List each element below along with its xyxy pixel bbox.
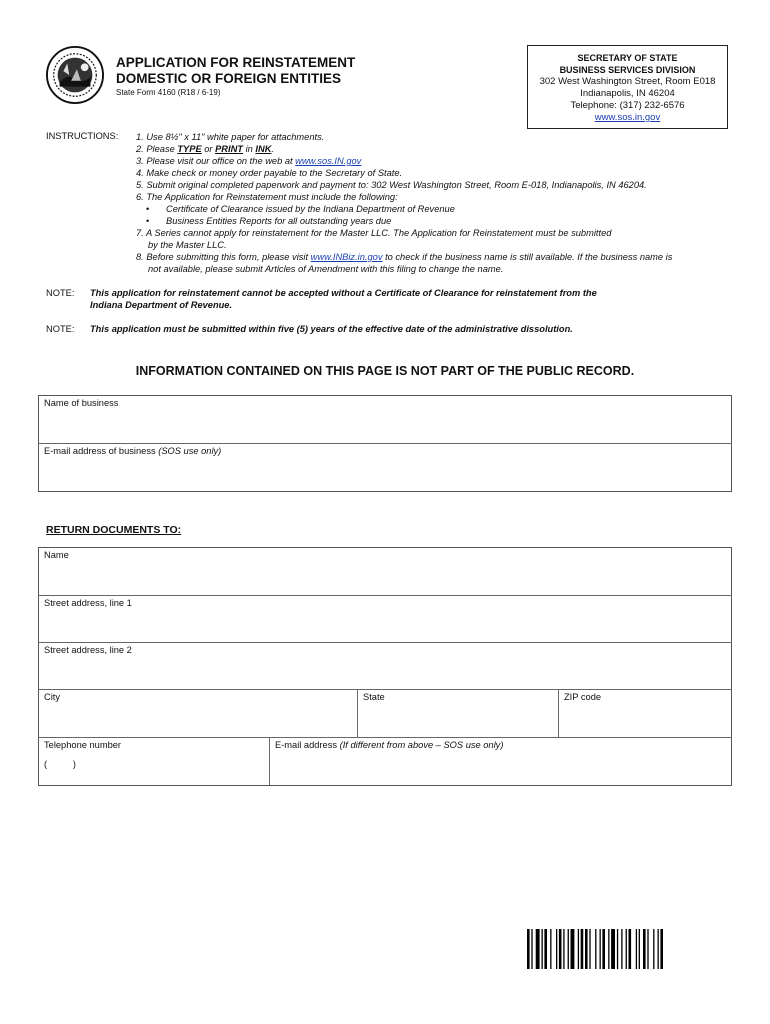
business-name-label: Name of business [44,398,119,408]
sos-line5: Telephone: (317) 232-6576 [570,100,685,111]
sos-website-link[interactable]: www.sos.in.gov [594,112,661,123]
instruction-bullet-1: • Certificate of Clearance issued by the Indiana Department of Revenue [146,204,455,214]
instruction-item-8: 8. Before submitting this form, please visit www.INBiz.in.gov to check if the business name is still available. If the business name is [136,252,673,262]
note-2-text: This application must be submitted within five (5) years of the effective date of the administrative dissolution. [90,324,573,334]
zip-field[interactable] [558,689,732,737]
street-line1-label: Street address, line 1 [44,598,132,608]
sos-line4: Indianapolis, IN 46204 [580,88,675,99]
public-record-notice: INFORMATION CONTAINED ON THIS PAGE IS NOT PART OF THE PUBLIC RECORD. [135,364,635,378]
instruction-item-7-cont: by the Master LLC. [148,240,227,250]
inbiz-link[interactable]: www.INBiz.in.gov [310,252,383,262]
instruction-item-5: 5. Submit original completed paperwork and payment to: 302 West Washington Street, Room E-018, Indianapolis, IN 46204. [136,180,647,190]
instructions-label: INSTRUCTIONS: [46,131,119,141]
sos-line3: 302 West Washington Street, Room E018 [539,76,716,87]
note-1-text: This application for reinstatement cannot be accepted without a Certificate of Clearance for reinstatement from the [90,288,597,298]
street-line1-field[interactable] [38,595,732,642]
instruction-item-4: 4. Make check or money order payable to the Secretary of State. [136,168,403,178]
form-number: State Form 4160 (R18 / 6-19) [116,88,221,97]
note-1-label: NOTE: [46,288,75,298]
instructions-list [136,131,736,275]
business-name-field[interactable] [38,395,732,443]
street-line2-field[interactable] [38,642,732,689]
indiana-state-seal [46,46,104,104]
return-name-label: Name [44,550,69,560]
return-email-note: (If different from above – SOS use only) [339,740,504,750]
sos-line1: SECRETARY OF STATE [577,53,678,63]
return-name-field[interactable] [38,547,732,595]
form-title [116,55,355,87]
business-email-label: E-mail address of business [44,446,156,456]
city-label: City [44,692,61,702]
telephone-field[interactable] [38,737,269,785]
city-field[interactable] [38,689,357,737]
instruction-item-3: 3. Please visit our office on the web at www.sos.IN.gov [136,156,362,166]
note-1-text-cont: Indiana Department of Revenue. [90,300,233,310]
telephone-label: Telephone number [44,740,122,750]
form-title-line1: APPLICATION FOR REINSTATEMENT [116,55,356,70]
business-email-note: (SOS use only) [158,446,222,456]
street-line2-label: Street address, line 2 [44,645,132,655]
instruction-item-8-cont: not available, please submit Articles of Amendment with this filing to change the name. [148,264,504,274]
instruction-item-6: 6. The Application for Reinstatement must include the following: [136,192,398,202]
sos-line2: BUSINESS SERVICES DIVISION [559,65,696,75]
instruction-item-2: 2. Please TYPE or PRINT in INK. [136,144,275,154]
instruction-bullet-2: • Business Entities Reports for all outstanding years due [146,216,392,226]
bullet-icon: • [146,216,150,226]
sos-address-box [527,45,728,129]
form-title-line2: DOMESTIC OR FOREIGN ENTITIES [116,71,342,86]
telephone-area-code: ( ) [44,759,77,769]
business-email-field[interactable] [38,443,732,491]
instruction-item-1: 1. Use 8½" x 11" white paper for attachments. [136,132,325,142]
note-2-label: NOTE: [46,324,75,334]
state-field[interactable] [357,689,558,737]
return-documents-heading: RETURN DOCUMENTS TO: [46,524,182,536]
state-label: State [363,692,385,702]
sos-web-link[interactable]: www.sos.IN.gov [295,156,362,166]
instruction-item-7: 7. A Series cannot apply for reinstatement for the Master LLC. The Application for Reinstatement must be submitted [136,228,612,238]
bullet-icon: • [146,204,150,214]
zip-label: ZIP code [564,692,602,702]
return-email-field[interactable] [269,737,732,785]
return-email-label: E-mail address [275,740,338,750]
barcode-icon [527,929,709,969]
